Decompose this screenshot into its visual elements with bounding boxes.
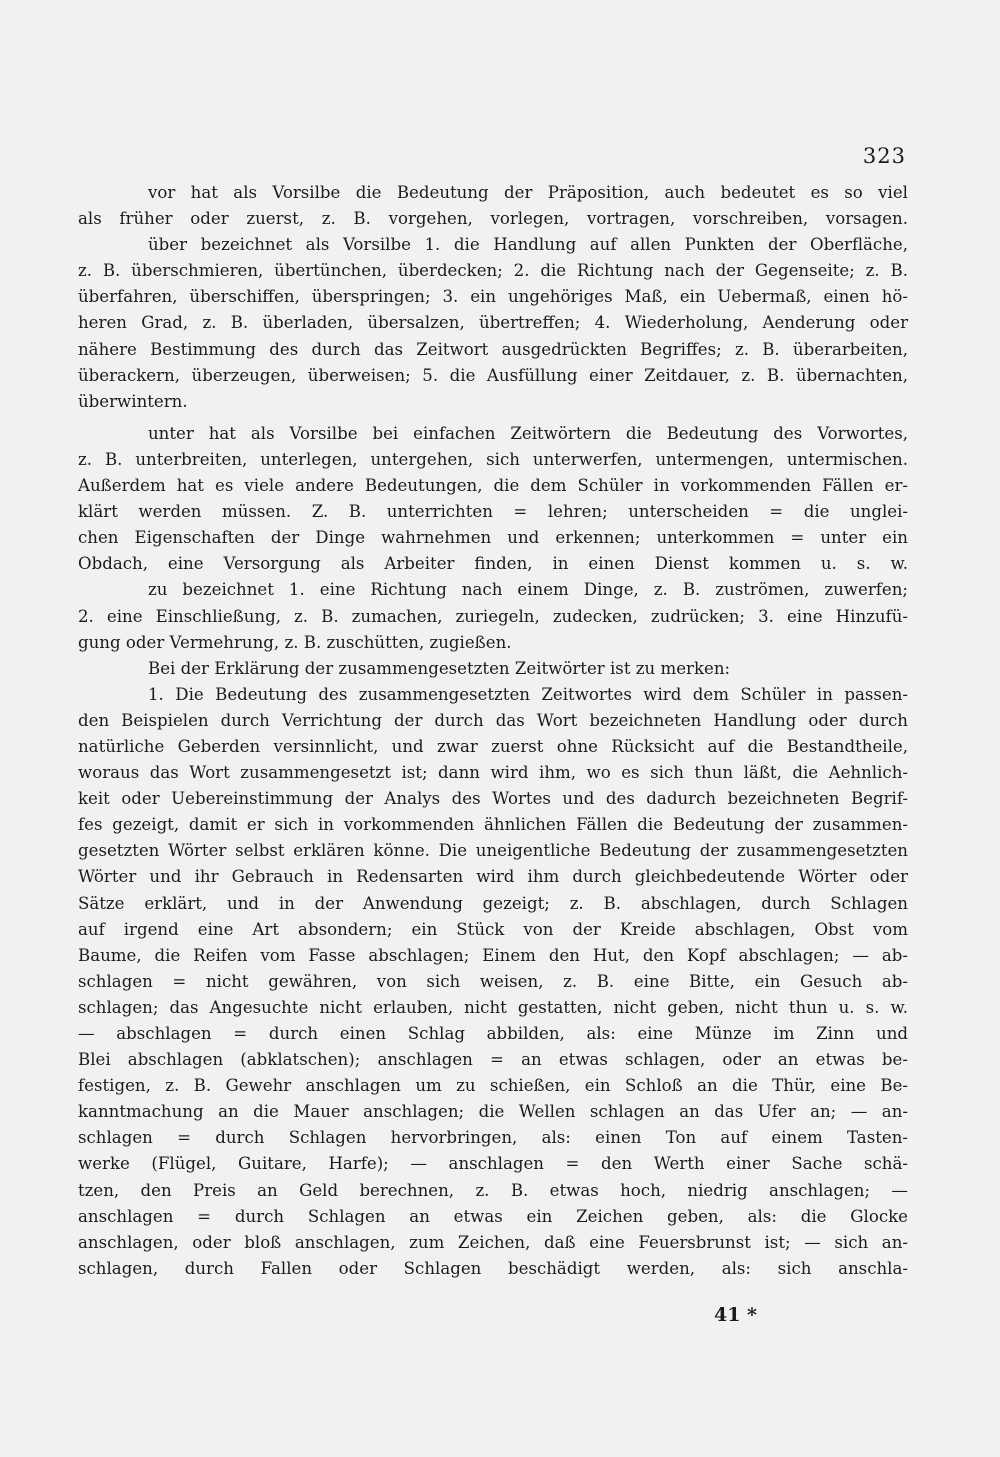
text-line: festigen, z. B. Gewehr anschlagen um zu schießen, ein Schloß an die Thür, eine Be- [78, 1076, 908, 1096]
text-line: überwintern. [78, 391, 188, 411]
text-line: den Beispielen durch Verrichtung der durch das Wort bezeichneten Handlung oder durch [78, 710, 908, 730]
paragraph-vor [78, 180, 908, 232]
text-line: anschlagen, oder bloß anschlagen, zum Zeichen, daß eine Feuersbrunst ist; — sich an- [78, 1232, 908, 1252]
text-line: natürliche Geberden versinnlicht, und zwar zuerst ohne Rücksicht auf die Bestandtheile, [78, 736, 908, 756]
text-line: über bezeichnet als Vorsilbe 1. die Handlung auf allen Punkten der Oberfläche, [148, 235, 908, 255]
text-line: keit oder Uebereinstimmung der Analys des Wortes und des dadurch bezeichneten Begrif- [78, 789, 908, 809]
sheet-signature: 41 * [714, 1304, 757, 1326]
text-line: z. B. überschmieren, übertünchen, überdecken; 2. die Richtung nach der Gegenseite; z. B. [78, 261, 908, 281]
text-line: vor hat als Vorsilbe die Bedeutung der Präposition, auch bedeutet es so viel [148, 183, 908, 202]
text-line: 2. eine Einschließung, z. B. zumachen, zuriegeln, zudecken, zudrücken; 3. eine Hinzufü- [78, 606, 908, 626]
paragraph-unter [78, 421, 908, 578]
text-line: schlagen; das Angesuchte nicht erlauben, nicht gestatten, nicht geben, nicht thun u. s. w. [78, 997, 908, 1017]
text-line: anschlagen = durch Schlagen an etwas ein Zeichen geben, als: die Glocke [78, 1206, 908, 1226]
text-line: schlagen = durch Schlagen hervorbringen, als: einen Ton auf einem Tasten- [78, 1128, 908, 1148]
text-line: überfahren, überschiffen, überspringen; 3. ein ungehöriges Maß, ein Uebermaß, einen hö- [78, 287, 908, 307]
text-line: Außerdem hat es viele andere Bedeutungen, die dem Schüler in vorkommenden Fällen er- [78, 476, 908, 496]
text-line: schlagen = nicht gewähren, von sich weisen, z. B. eine Bitte, ein Gesuch ab- [78, 971, 908, 991]
text-line: Sätze erklärt, und in der Anwendung gezeigt; z. B. abschlagen, durch Schlagen [78, 893, 908, 913]
text-line: — abschlagen = durch einen Schlag abbilden, als: eine Münze im Zinn und [78, 1024, 908, 1043]
paragraph-intro [78, 656, 908, 682]
text-line: Baume, die Reifen vom Fasse abschlagen; Einem den Hut, den Kopf abschlagen; — ab- [78, 945, 908, 965]
text-line: schlagen, durch Fallen oder Schlagen beschädigt werden, als: sich anschla- [78, 1258, 908, 1278]
text-line: Blei abschlagen (abklatschen); anschlagen = an etwas schlagen, oder an etwas be- [78, 1050, 908, 1070]
text-line: überackern, überzeugen, überweisen; 5. die Ausfüllung einer Zeitdauer, z. B. übernachten, [78, 365, 908, 385]
paragraph-rule-1 [78, 682, 908, 1282]
paragraph-zu [78, 577, 908, 655]
text-line: Obdach, eine Versorgung als Arbeiter finden, in einen Dienst kommen u. s. w. [78, 554, 908, 574]
text-line: gung oder Vermehrung, z. B. zuschütten, zugießen. [78, 632, 512, 652]
text-line: als früher oder zuerst, z. B. vorgehen, vorlegen, vortragen, vorschreiben, vorsagen. [78, 209, 908, 229]
paragraph-ueber [78, 232, 908, 415]
text-line: heren Grad, z. B. überladen, übersalzen, übertreffen; 4. Wiederholung, Aenderung oder [78, 313, 908, 333]
text-line: Bei der Erklärung der zusammengesetzten Zeitwörter ist zu merken: [148, 658, 731, 678]
text-line: werke (Flügel, Guitare, Harfe); — anschlagen = den Werth einer Sache schä- [78, 1154, 908, 1174]
text-line: auf irgend eine Art absondern; ein Stück von der Kreide abschlagen, Obst vom [78, 919, 908, 939]
text-line: tzen, den Preis an Geld berechnen, z. B. etwas hoch, niedrig anschlagen; — [78, 1180, 908, 1200]
page-body [78, 180, 908, 1282]
text-line: gesetzten Wörter selbst erklären könne. Die uneigentliche Bedeutung der zusammengesetzten [78, 841, 908, 861]
text-line: 1. Die Bedeutung des zusammengesetzten Zeitwortes wird dem Schüler in passen- [148, 684, 908, 704]
text-line: chen Eigenschaften der Dinge wahrnehmen und erkennen; unterkommen = unter ein [78, 528, 908, 548]
text-line: unter hat als Vorsilbe bei einfachen Zeitwörtern die Bedeutung des Vorwortes, [148, 423, 908, 443]
text-line: zu bezeichnet 1. eine Richtung nach einem Dinge, z. B. zuströmen, zuwerfen; [148, 580, 908, 600]
text-line: Wörter und ihr Gebrauch in Redensarten wird ihm durch gleichbedeutende Wörter oder [78, 867, 908, 887]
text-line: fes gezeigt, damit er sich in vorkommenden ähnlichen Fällen die Bedeutung der zusammen- [78, 815, 908, 835]
text-line: kanntmachung an die Mauer anschlagen; die Wellen schlagen an das Ufer an; — an- [78, 1102, 908, 1122]
text-line: z. B. unterbreiten, unterlegen, untergehen, sich unterwerfen, untermengen, untermischen. [78, 449, 908, 469]
text-line: woraus das Wort zusammengesetzt ist; dann wird ihm, wo es sich thun läßt, die Aehnlich- [78, 763, 908, 783]
text-line: klärt werden müssen. Z. B. unterrichten = lehren; unterscheiden = die unglei- [78, 502, 908, 522]
text-line: nähere Bestimmung des durch das Zeitwort ausgedrückten Begriffes; z. B. überarbeiten, [78, 339, 908, 359]
page-number: 323 [862, 144, 906, 168]
